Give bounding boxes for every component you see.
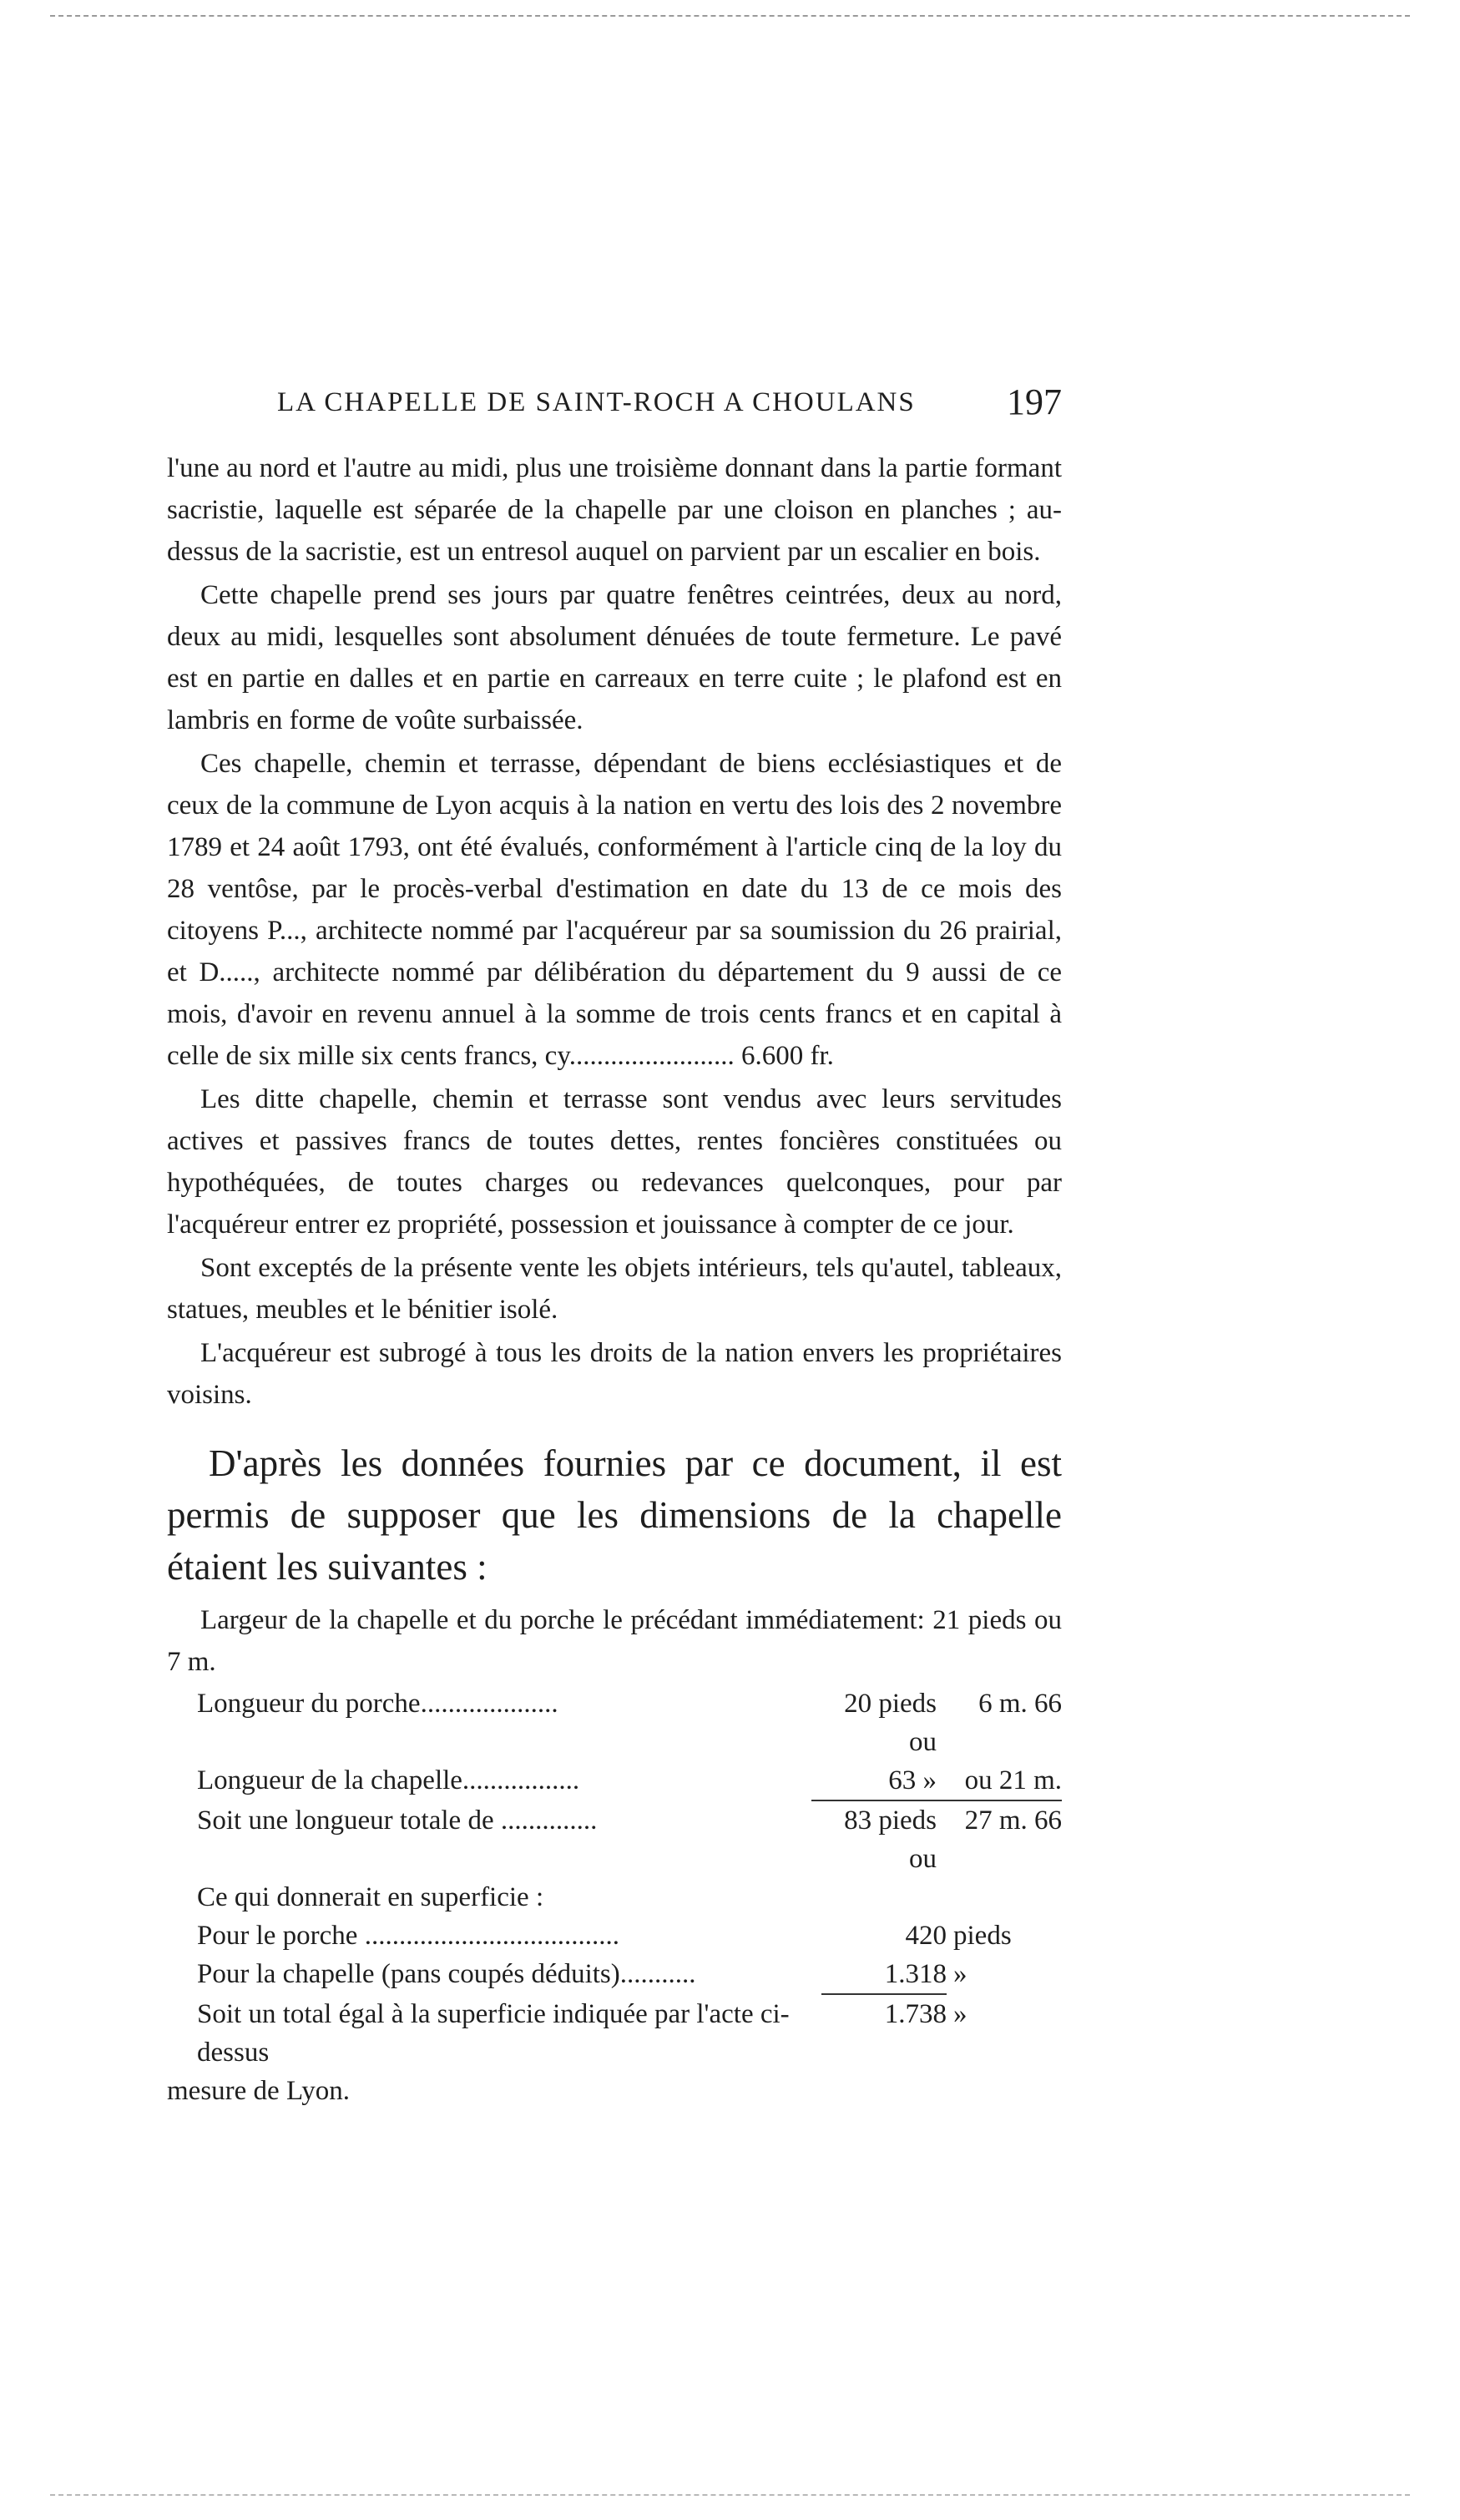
paragraph-4: Les ditte chapelle, chemin et terrasse sont vendus avec leurs servitudes actives et passives francs de toutes dettes, rentes foncières constituées ou hypothéquées, de toutes charges ou redevances quelconques, pour par l'acquéreur entrer ez propriété, possession et jouissance à compter de ce jour.: [167, 1084, 1062, 1240]
superficie-intro: Ce qui donnerait en superficie :: [197, 1882, 544, 1912]
page-header: [277, 381, 1062, 431]
paragraph-6: L'acquéreur est subrogé à tous les droits de la nation envers les propriétaires voisins.: [167, 1338, 1062, 1410]
body-text: [167, 447, 1062, 2110]
surface-unit: pieds: [953, 1921, 1012, 1951]
paragraph-2: Cette chapelle prend ses jours par quatre fenêtres ceintrées, deux au nord, deux au midi, lesquelles sont absolument dénuées de toute fermeture. Le pavé est en partie en dalles et en partie en carreaux en terre cuite ; le plafond est en lambris en forme de voûte surbaissée.: [167, 580, 1062, 735]
surface-unit: »: [953, 1999, 967, 2029]
dim-metres: 6 m. 66: [978, 1689, 1062, 1719]
surface-value: 1.318: [821, 1955, 947, 1995]
dim-pieds: 83 pieds ou: [844, 1805, 937, 1874]
paragraph-1: l'une au nord et l'autre au midi, plus une troisième donnant dans la partie formant sacristie, laquelle est séparée de la chapelle par une cloison en planches ; au-dessus de la sacristie, est un entresol auquel on parvient par un escalier en bois.: [167, 453, 1062, 567]
surface-row: [167, 1955, 1062, 1995]
dim-pieds: 20 pieds ou: [844, 1689, 937, 1757]
surface-row: [167, 1917, 1062, 1955]
dimensions-intro: D'après les données fournies par ce document, il est permis de supposer que les dimensions de la chapelle étaient les suivantes :: [167, 1442, 1062, 1588]
surface-value: 420: [905, 1921, 947, 1951]
dim-pieds: 63 »: [811, 1761, 937, 1801]
bottom-margin-dashes: [50, 2494, 1410, 2497]
dim-row: [167, 1684, 1062, 1761]
surface-unit: »: [953, 1959, 967, 1989]
dim-metres: 27 m. 66: [964, 1805, 1062, 1836]
surface-label: Pour le porche .....................................: [197, 1921, 619, 1951]
dim-row: [167, 1761, 1062, 1801]
dim-label: Longueur de la chapelle.................: [197, 1765, 580, 1795]
dim-metres: ou 21 m.: [937, 1761, 1062, 1801]
surface-label: Pour la chapelle (pans coupés déduits)...........: [197, 1959, 696, 1989]
surface-row: [167, 1995, 1062, 2072]
top-margin-dashes: [50, 15, 1410, 18]
page-number: 197: [1007, 381, 1062, 422]
closing-line: mesure de Lyon.: [167, 2076, 351, 2106]
paragraph-3: Ces chapelle, chemin et terrasse, dépendant de biens ecclésiastiques et de ceux de la commune de Lyon acquis à la nation en vertu des lois des 2 novembre 1789 et 24 août 1793, ont été évalués, conformément à l'article cinq de la loy du 28 ventôse, par le procès-verbal d'estimation en date du 13 de ce mois des citoyens P..., architecte nommé par l'acquéreur par sa soumission du 26 prairial, et D....., architecte nommé par délibération du département du 9 aussi de ce mois, d'avoir en revenu annuel à la somme de trois cents francs et en capital à celle de six mille six cents francs, cy........................ 6.600 fr.: [167, 749, 1062, 1071]
running-title: LA CHAPELLE DE SAINT-ROCH A CHOULANS: [277, 387, 916, 417]
dim-label: Longueur du porche....................: [197, 1689, 558, 1719]
paragraph-5: Sont exceptés de la présente vente les objets intérieurs, tels qu'autel, tableaux, statues, meubles et le bénitier isolé.: [167, 1253, 1062, 1325]
dim-row: [167, 1801, 1062, 1878]
dim-label: Soit une longueur totale de ..............: [197, 1805, 598, 1836]
largeur-line: Largeur de la chapelle et du porche le précédant immédiatement: 21 pieds ou 7 m.: [167, 1605, 1062, 1677]
surface-value: 1.738: [884, 1999, 947, 2029]
surface-label: Soit un total égal à la superficie indiquée par l'acte ci-dessus: [197, 1999, 790, 2068]
